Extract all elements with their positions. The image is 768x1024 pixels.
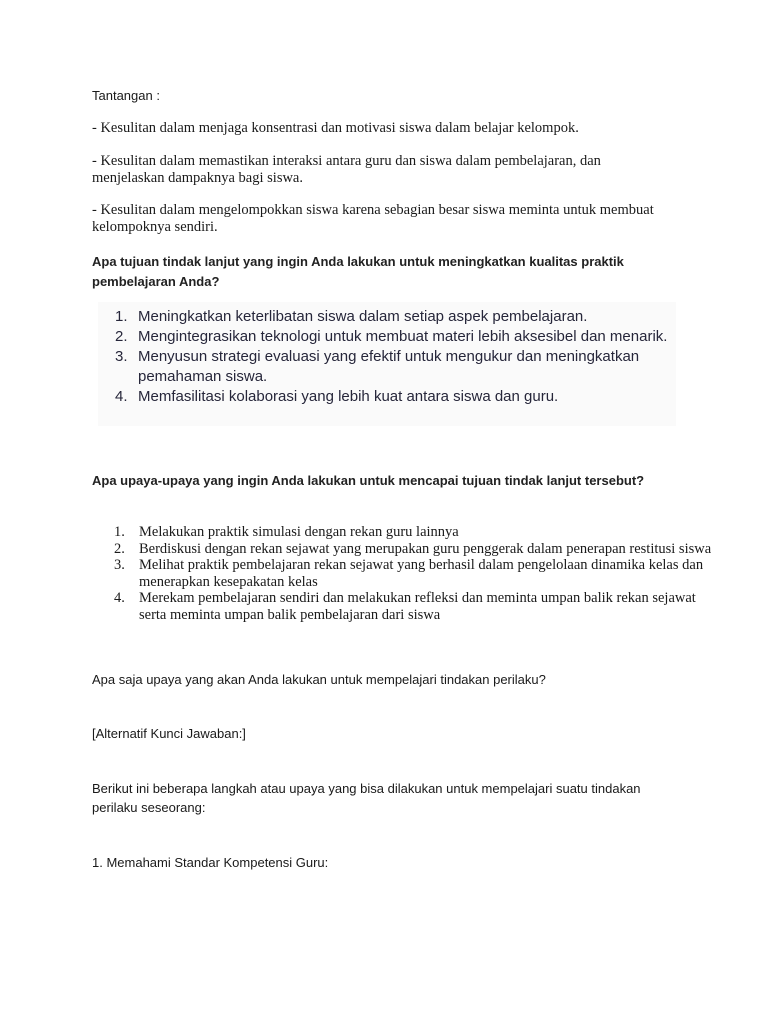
list-text: Meningkatkan keterlibatan siswa dalam setiap aspek pembelajaran. [138,308,588,325]
list-text: Berdiskusi dengan rekan sejawat yang merupakan guru penggerak dalam penerapan restitusi siswa [139,540,712,557]
challenge-item: - Kesulitan dalam menjaga konsentrasi dan motivasi siswa dalam belajar kelompok. [92,120,579,136]
intro-paragraph: Berikut ini beberapa langkah atau upaya yang bisa dilakukan untuk mempelajari suatu tindakan perilaku seseorang: [92,781,641,815]
efforts-list [92,524,719,623]
list-text: Melakukan praktik simulasi dengan rekan guru lainnya [139,524,459,540]
goals-list [98,307,668,407]
list-item [98,387,668,407]
list-number: 2. [115,328,128,345]
list-item [92,557,719,590]
challenge-item: - Kesulitan dalam mengelompokkan siswa karena sebagian besar siswa meminta untuk membuat kelompoknya sendiri. [92,202,654,235]
list-item [92,541,719,558]
list-text: Menyusun strategi evaluasi yang efektif untuk mengukur dan meningkatkan pemahaman siswa. [138,348,640,385]
list-text: Mengintegrasikan teknologi untuk membuat materi lebih aksesibel dan menarik. [138,328,668,345]
list-text: Melihat praktik pembelajaran rekan sejawat yang berhasil dalam pengelolaan dinamika kelas dan menerapkan kesepakatan kelas [139,557,704,590]
list-item [98,347,668,387]
list-number: 3. [114,557,125,573]
question-text: Apa saja upaya yang akan Anda lakukan untuk mempelajari tindakan perilaku? [92,672,546,687]
list-item [98,327,668,347]
list-number: 1. [114,524,125,540]
question-heading: Apa tujuan tindak lanjut yang ingin Anda lakukan untuk meningkatkan kualitas praktik pembelajaran Anda? [92,254,624,289]
list-number: 3. [115,348,128,365]
goals-panel [98,302,676,426]
list-item [92,590,719,623]
section-heading: Tantangan : [92,88,160,103]
list-item [98,307,668,327]
list-number: 4. [115,388,128,405]
challenge-item: - Kesulitan dalam memastikan interaksi antara guru dan siswa dalam pembelajaran, dan menjelaskan dampaknya bagi siswa. [92,153,601,186]
answer-key-label: [Alternatif Kunci Jawaban:] [92,726,246,741]
question-heading: Apa upaya-upaya yang ingin Anda lakukan untuk mencapai tujuan tindak lanjut tersebut? [92,473,645,488]
list-text: Merekam pembelajaran sendiri dan melakukan refleksi dan meminta umpan balik rekan sejawat serta meminta umpan balik pembelajaran dari siswa [139,590,696,623]
list-number: 1. [115,308,128,325]
step-heading: 1. Memahami Standar Kompetensi Guru: [92,855,329,870]
list-number: 2. [114,540,125,557]
list-item [92,524,719,541]
list-number: 4. [114,590,125,606]
list-text: Memfasilitasi kolaborasi yang lebih kuat antara siswa dan guru. [138,388,559,405]
